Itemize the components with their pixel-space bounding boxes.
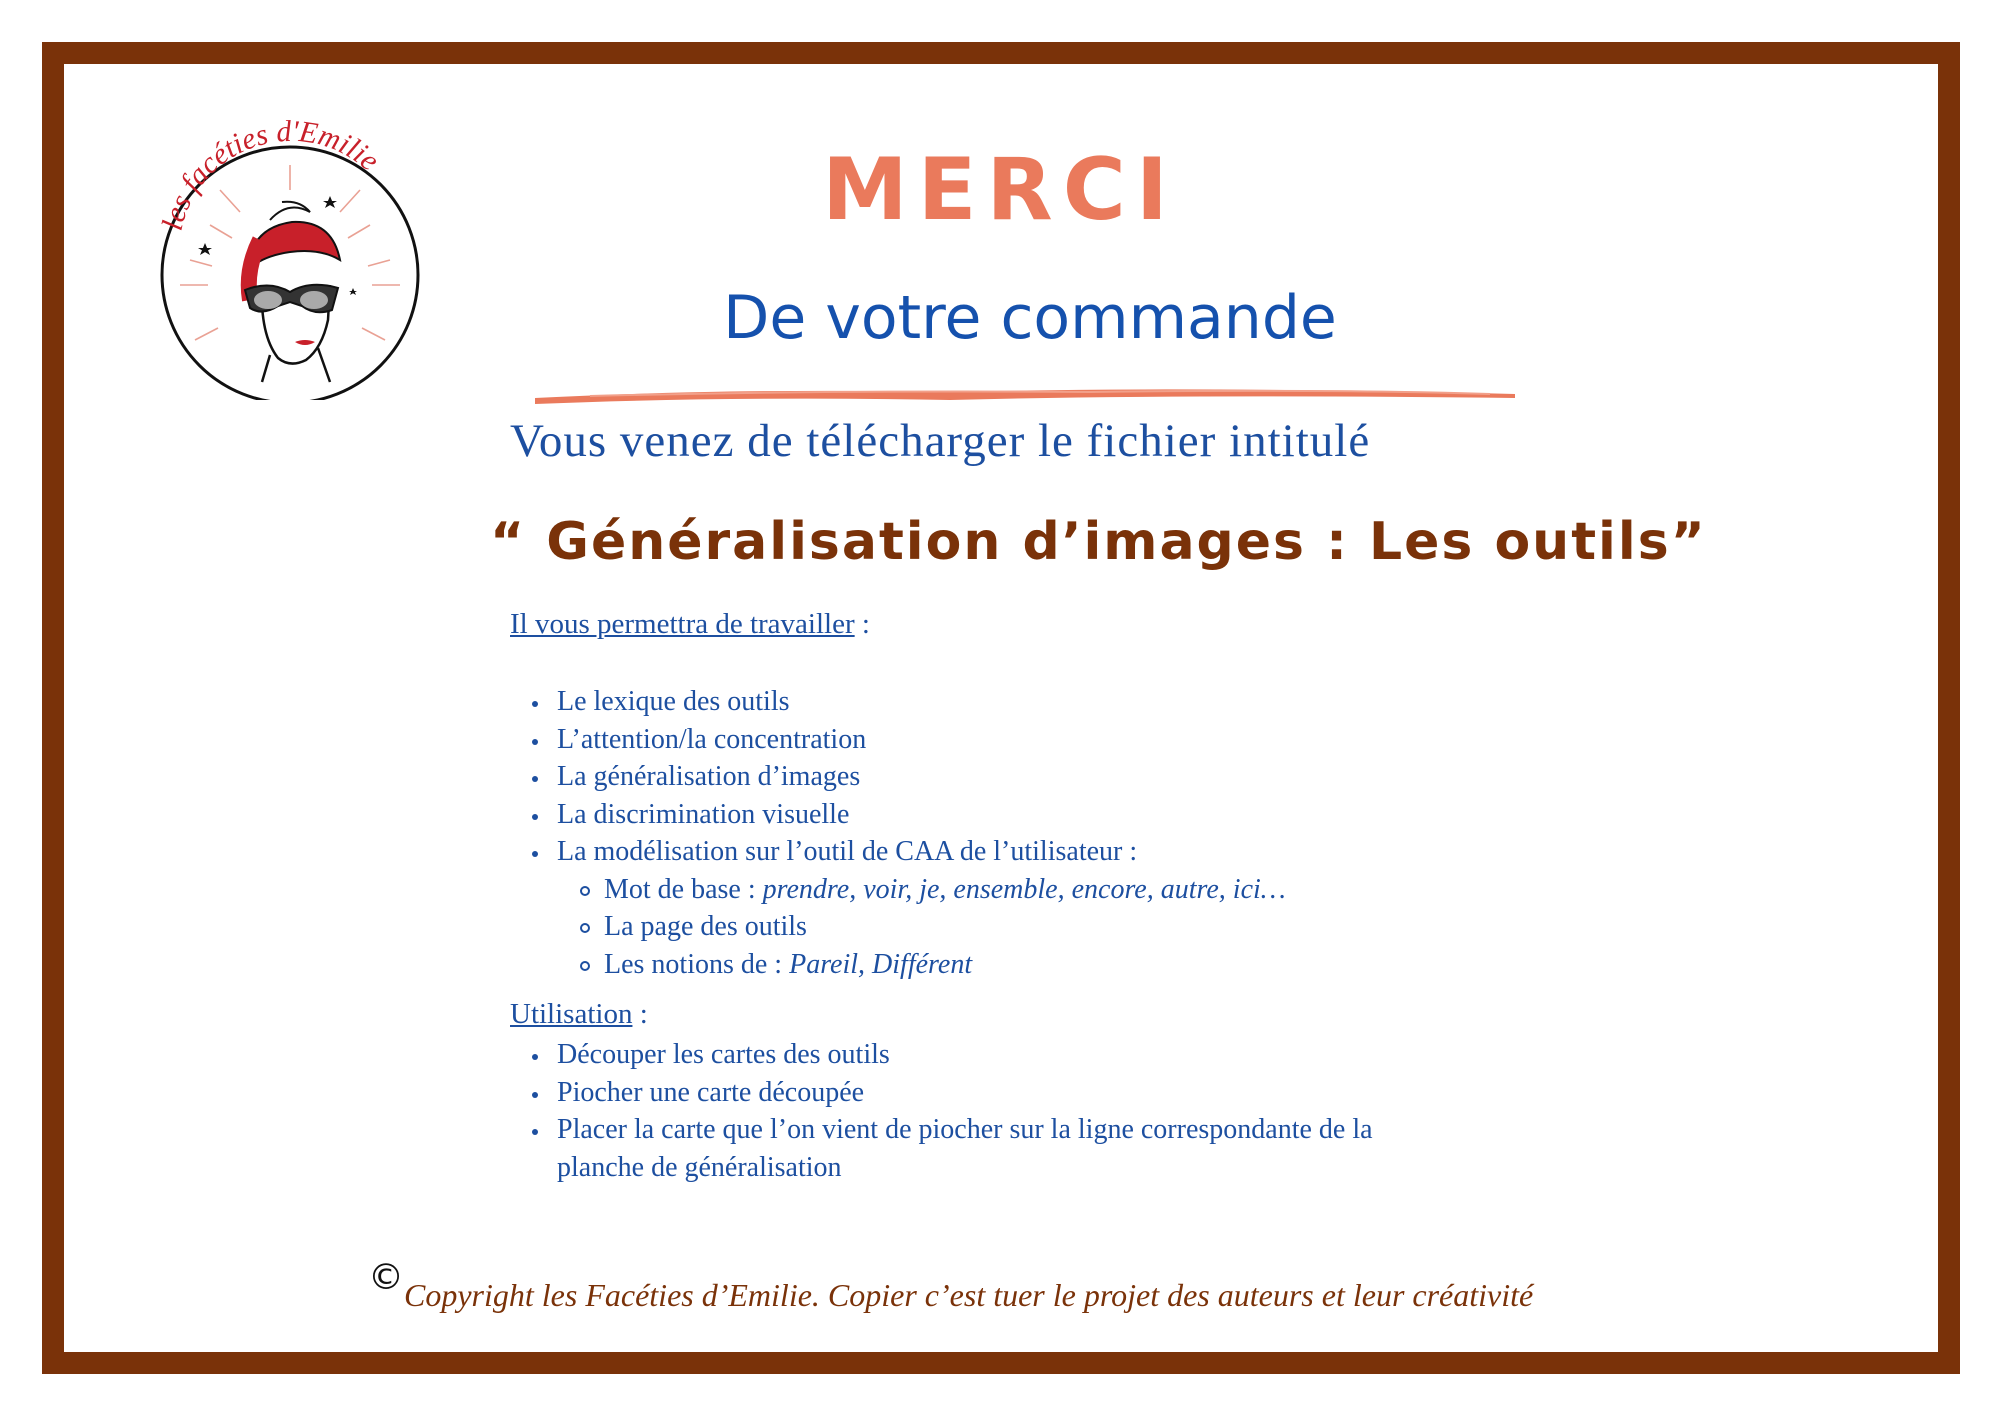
list-item: Piocher une carte découpée bbox=[0, 1074, 1437, 1112]
intro-text: Vous venez de télécharger le fichier intitulé bbox=[510, 415, 1371, 467]
notions-words: Pareil, Différent bbox=[789, 948, 973, 980]
list-item: Le lexique des outils bbox=[0, 683, 1286, 721]
list-item: L’attention/la concentration bbox=[0, 721, 1286, 759]
page-title: MERCI bbox=[822, 140, 1178, 240]
copyright-icon: © bbox=[368, 1257, 404, 1298]
usage-heading bbox=[510, 998, 648, 1031]
skills-list bbox=[0, 683, 1286, 983]
sub-list-item bbox=[0, 946, 1286, 984]
usage-list bbox=[0, 1036, 1437, 1186]
skills-heading-colon: : bbox=[854, 608, 870, 640]
list-item: La discrimination visuelle bbox=[0, 796, 1286, 834]
sub-list-item: La page des outils bbox=[0, 908, 1286, 946]
list-item: Placer la carte que l’on vient de piocher sur la ligne correspondante de la planche de généralisation bbox=[0, 1111, 1437, 1186]
file-name: “ Généralisation d’images : Les outils” bbox=[490, 512, 1707, 572]
core-words-prefix: Mot de base : bbox=[604, 873, 763, 905]
list-item: La modélisation sur l’outil de CAA de l’utilisateur : bbox=[0, 833, 1286, 871]
sub-list-item bbox=[0, 871, 1286, 909]
skills-heading bbox=[510, 608, 870, 641]
page-subtitle: De votre commande bbox=[723, 283, 1337, 353]
notions-prefix: Les notions de : bbox=[604, 948, 790, 980]
skills-heading-label: Il vous permettra de travailler bbox=[510, 608, 855, 640]
copyright-text: Copyright les Facéties d’Emilie. Copier c’est tuer le projet des auteurs et leur créativité bbox=[404, 1277, 1534, 1313]
brush-stroke-divider bbox=[530, 380, 1520, 410]
core-words: prendre, voir, je, ensemble, encore, autre, ici… bbox=[762, 873, 1286, 905]
logo-text: les facéties d'Emilie bbox=[155, 120, 386, 234]
list-item: Découper les cartes des outils bbox=[0, 1036, 1437, 1074]
usage-heading-label: Utilisation bbox=[510, 998, 633, 1030]
usage-heading-colon: : bbox=[632, 998, 648, 1030]
list-item: La généralisation d’images bbox=[0, 758, 1286, 796]
